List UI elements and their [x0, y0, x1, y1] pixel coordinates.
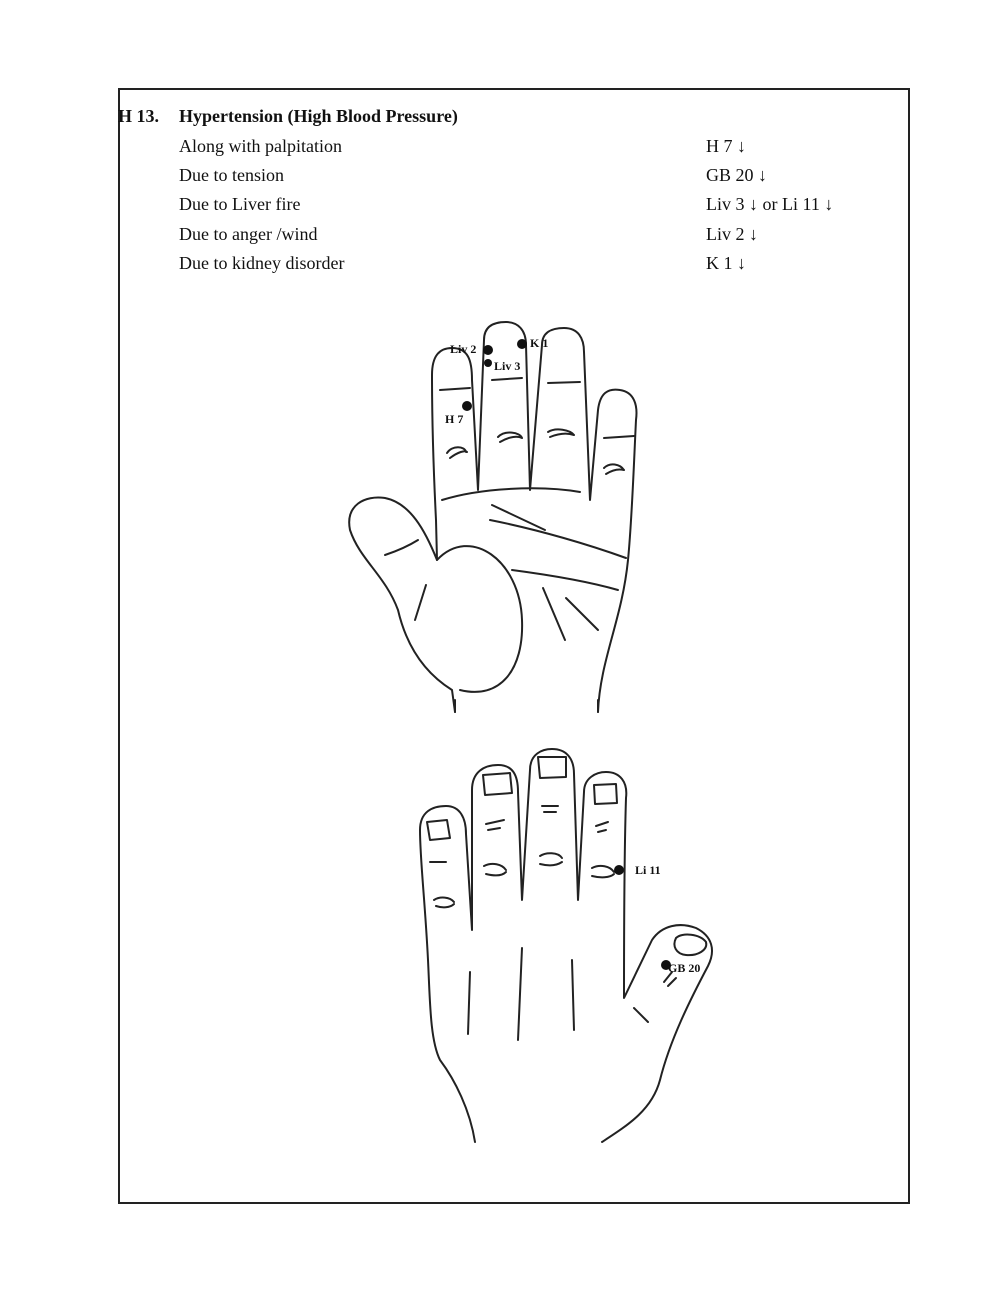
condition-text: Due to anger /wind	[179, 224, 318, 244]
condition-text: Due to tension	[179, 165, 284, 185]
back-hand-outline	[420, 749, 712, 1142]
point-text: Liv 3 ↓ or Li 11 ↓	[706, 194, 834, 214]
label-liv3: Liv 3	[494, 359, 521, 373]
point-text: GB 20 ↓	[706, 165, 768, 185]
section-number: H 13.	[118, 106, 160, 126]
condition-text: Due to Liver fire	[179, 194, 301, 214]
condition-text: Due to kidney disorder	[179, 253, 345, 273]
section-title: Hypertension (High Blood Pressure)	[179, 106, 458, 126]
label-h7: H 7	[445, 412, 464, 426]
point-li11-marker	[614, 865, 624, 875]
label-li11: Li 11	[635, 863, 661, 877]
point-text: K 1 ↓	[706, 253, 746, 273]
point-text: Liv 2 ↓	[706, 224, 758, 244]
label-liv2: Liv 2	[450, 342, 477, 356]
label-gb20: GB 20	[668, 961, 701, 975]
condition-text: Along with palpitation	[179, 136, 342, 156]
point-text: H 7 ↓	[706, 136, 746, 156]
label-k1: K 1	[530, 336, 549, 350]
